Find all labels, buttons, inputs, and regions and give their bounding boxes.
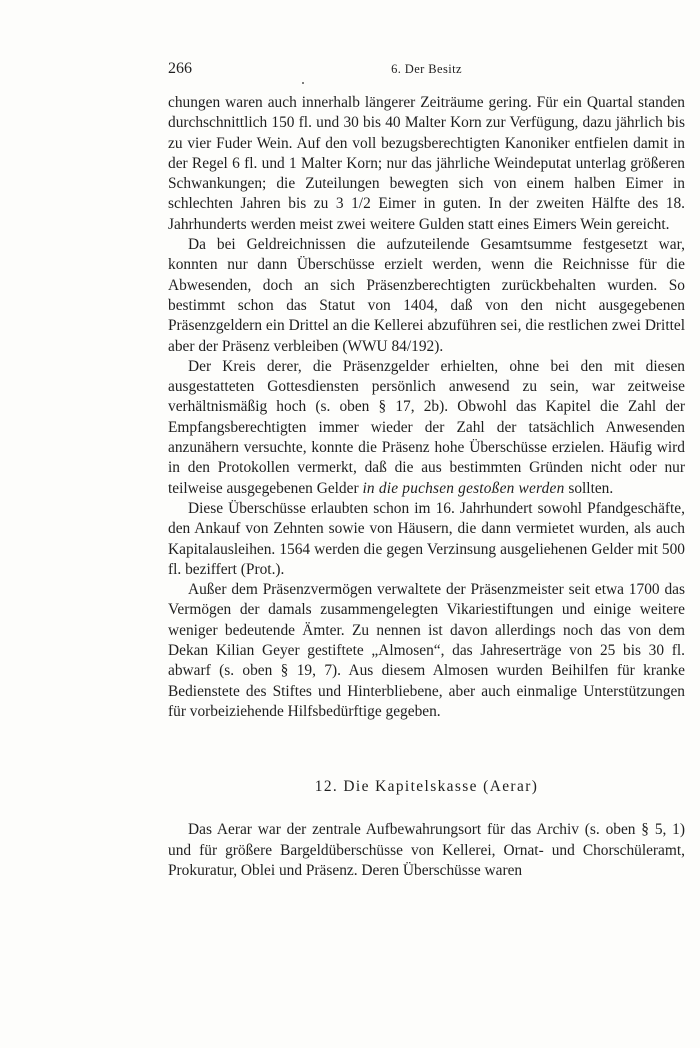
paragraph-praesenzvermoegen: Außer dem Präsenzvermögen verwaltete der Präsenzmeister seit etwa 1700 das Vermögen der damals zusammengelegten Vikariestiftungen und einige weitere weniger bedeutende Ämter. Zu nennen ist davon allerdings noch das von dem Dekan Kilian Geyer gestiftete „Almosen“, das Jahreserträge von 25 bis 30 fl. abwarf (s. oben § 19, 7). Aus diesem Almosen wurden Beihilfen für kranke Bedienstete des Stiftes und Hinterbliebene, aber auch einmalige Unterstützungen für vorbeiziehende Hilfsbedürftige gegeben. <box>168 581 685 720</box>
section-heading: 12. Die Kapitelskasse (Aerar) <box>314 778 539 796</box>
running-title: 6. Der Besitz <box>391 62 462 76</box>
paragraph-continuation: chungen waren auch innerhalb längerer Zeiträume gering. Für ein Quartal standen durchschnittlich 150 fl. und 30 bis 40 Malter Korn zur Verfügung, dazu jährlich bis zu vier Fuder Wein. Auf den voll bezugsberechtigten Kanoniker entfielen damit in der Regel 6 fl. und 1 Malter Korn; nur das jährliche Weindeputat unterlag größeren Schwankungen; die Zuteilungen bewegten sich von einem halben Eimer in schlechten Jahren bis zu 3 1/2 Eimer in guten. In der zweiten Hälfte des 18. Jahrhunderts werden meist zwei weitere Gulden statt eines Eimers Wein gereicht. <box>168 94 685 233</box>
body-text <box>168 93 685 881</box>
paragraph-kreis-derer <box>168 357 685 499</box>
page-header <box>168 60 685 80</box>
paragraph-ueberschuesse: Diese Überschüsse erlaubten schon im 16. Jahrhundert sowohl Pfandgeschäfte, den Ankauf von Zehnten sowie von Häusern, die dann vermietet wurden, als auch Kapitalausleihen. 1564 werden die gegen Verzinsung ausgeliehenen Gelder mit 500 fl. beziffert (Prot.). <box>168 499 685 578</box>
page-number: 266 <box>168 60 192 77</box>
paragraph-aerar: Das Aerar war der zentrale Aufbewahrungsort für das Archiv (s. oben § 5, 1) und für größere Bargeldüberschüsse von Kellerei, Ornat- und Chorschüleramt, Prokuratur, Oblei und Präsenz. Deren Überschüsse waren <box>168 821 685 879</box>
latin-quote: in die puchsen gestoßen werden <box>362 479 565 497</box>
print-speck <box>302 82 304 84</box>
paragraph-text: Der Kreis derer, die Präsenzgelder erhielten, ohne bei den mit diesen ausgestatteten Gottesdiensten persönlich anwesend zu sein, war zeitweise verhältnismäßig hoch (s. oben § 17, 2b). Obwohl das Kapitel die Zahl der Empfangsberechtigten immer wieder der Zahl der tatsächlich Anwesenden anzunähern versuchte, konnte die Präsenz hohe Überschüsse erzielen. Häufig wird in den Protokollen vermerkt, daß die aus bestimmten Gründen nicht oder nur teilweise ausgegebenen Gelder <box>168 357 685 497</box>
paragraph-geldreichnisse: Da bei Geldreichnissen die aufzuteilende Gesamtsumme festgesetzt war, konnten nur dann Überschüsse erzielt werden, wenn die Reichnisse für die Abwesenden, doch an sich Präsenzberechtigten zurückbehalten wurden. So bestimmt schon das Statut von 1404, daß von den nicht ausgegebenen Präsenzgeldern ein Drittel an die Kellerei abzuführen sei, die restlichen zwei Drittel aber der Präsenz verbleiben (WWU 84/192). <box>168 236 685 355</box>
paragraph-text: sollten. <box>564 479 614 497</box>
